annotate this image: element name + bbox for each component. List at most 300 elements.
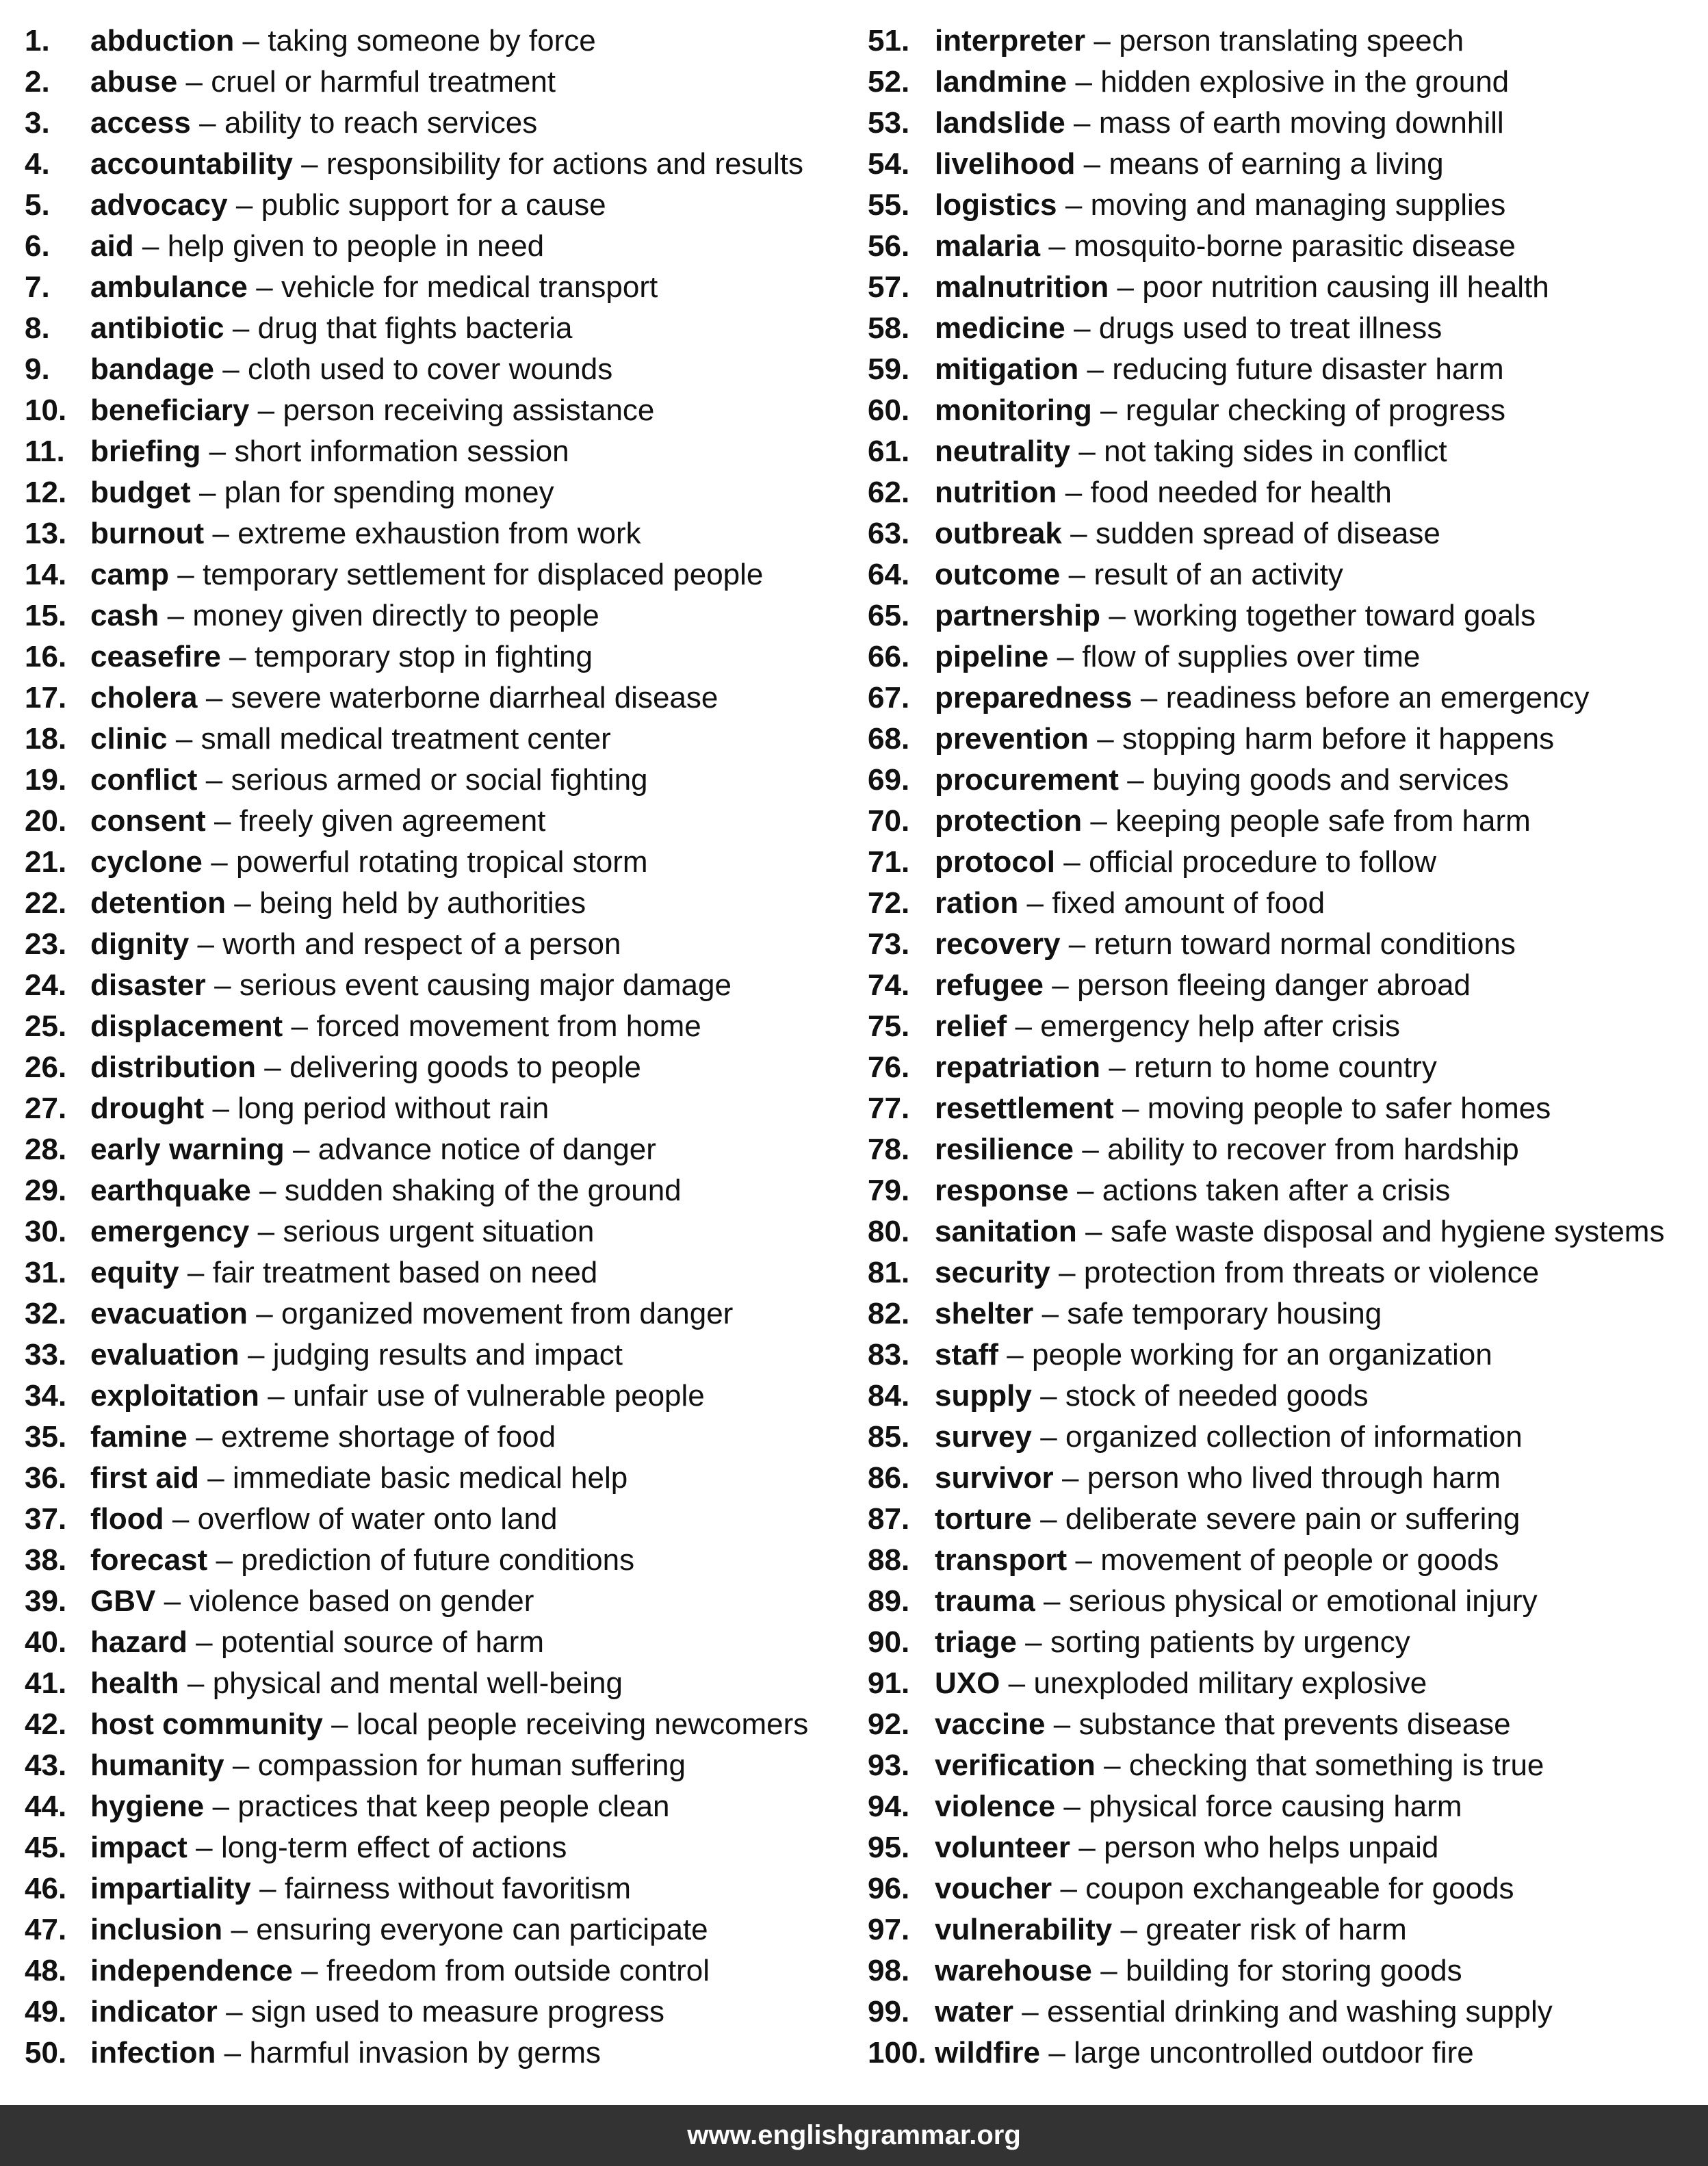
- entry-number: 99.: [868, 1995, 910, 2028]
- entry-dash: –: [1087, 352, 1104, 386]
- entry-number: 38.: [25, 1543, 67, 1577]
- entry-term: GBV: [90, 1584, 156, 1618]
- entry-dash: –: [222, 352, 240, 386]
- entry-definition: moving and managing supplies: [1090, 188, 1506, 222]
- entry-term: early warning: [90, 1133, 285, 1166]
- glossary-entry: [868, 801, 1703, 842]
- entry-dash: –: [1068, 927, 1086, 961]
- entry-definition: prediction of future conditions: [241, 1543, 635, 1577]
- entry-term: briefing: [90, 435, 201, 468]
- entry-dash: –: [232, 311, 250, 345]
- entry-definition: deliberate severe pain or suffering: [1065, 1502, 1521, 1536]
- glossary-entry: [868, 1540, 1703, 1581]
- glossary-entry: [25, 636, 846, 678]
- entry-number: 65.: [868, 599, 910, 632]
- entry-dash: –: [242, 24, 259, 57]
- entry-number: 59.: [868, 352, 910, 386]
- entry-term: recovery: [935, 927, 1061, 961]
- entry-term: water: [935, 1995, 1013, 2028]
- entry-term: sanitation: [935, 1215, 1077, 1248]
- entry-definition: person who helps unpaid: [1104, 1831, 1439, 1864]
- entry-dash: –: [301, 147, 318, 181]
- entry-definition: reducing future disaster harm: [1112, 352, 1504, 386]
- entry-dash: –: [167, 599, 185, 632]
- entry-term: warehouse: [935, 1954, 1092, 1987]
- entry-definition: serious physical or emotional injury: [1068, 1584, 1538, 1618]
- entry-number: 18.: [25, 722, 67, 756]
- entry-definition: official procedure to follow: [1089, 845, 1437, 879]
- glossary-entry: [868, 1047, 1703, 1088]
- entry-dash: –: [1053, 1707, 1071, 1741]
- entry-definition: stopping harm before it happens: [1122, 722, 1555, 756]
- glossary-entry: [868, 144, 1703, 185]
- entry-term: repatriation: [935, 1050, 1101, 1084]
- entry-definition: freedom from outside control: [326, 1954, 710, 1987]
- entry-term: burnout: [90, 517, 205, 550]
- entry-definition: fixed amount of food: [1052, 886, 1325, 920]
- entry-number: 22.: [25, 886, 67, 920]
- entry-number: 13.: [25, 517, 67, 550]
- entry-number: 11.: [25, 435, 65, 468]
- entry-term: voucher: [935, 1872, 1052, 1905]
- entry-term: vaccine: [935, 1707, 1046, 1741]
- glossary-entry: [25, 62, 846, 103]
- glossary-entry: [25, 2033, 846, 2074]
- entry-number: 40.: [25, 1625, 67, 1659]
- glossary-entry: [25, 1047, 846, 1088]
- entry-dash: –: [259, 1174, 276, 1207]
- entry-number: 58.: [868, 311, 910, 345]
- entry-number: 80.: [868, 1215, 910, 1248]
- entry-dash: –: [1117, 270, 1134, 304]
- entry-term: ration: [935, 886, 1019, 920]
- entry-definition: advance notice of danger: [318, 1133, 656, 1166]
- entry-dash: –: [1104, 1749, 1121, 1782]
- entry-dash: –: [256, 1297, 273, 1330]
- glossary-entry: [25, 1499, 846, 1540]
- entry-dash: –: [175, 722, 193, 756]
- entry-term: protection: [935, 804, 1083, 838]
- entry-definition: immediate basic medical help: [233, 1461, 628, 1495]
- entry-dash: –: [198, 476, 216, 509]
- entry-term: hygiene: [90, 1790, 205, 1823]
- glossary-entry: [25, 472, 846, 513]
- glossary-entry: [25, 1827, 846, 1868]
- glossary-entry: [868, 1950, 1703, 1991]
- entry-number: 21.: [25, 845, 67, 879]
- entry-dash: –: [1100, 394, 1117, 427]
- entry-definition: sudden spread of disease: [1095, 517, 1440, 550]
- entry-definition: small medical treatment center: [200, 722, 611, 756]
- entry-dash: –: [1059, 1256, 1076, 1289]
- entry-term: monitoring: [935, 394, 1092, 427]
- entry-dash: –: [177, 558, 194, 591]
- entry-dash: –: [1094, 24, 1111, 57]
- glossary-entry: [868, 103, 1703, 144]
- entry-term: abuse: [90, 65, 178, 99]
- entry-dash: –: [235, 188, 253, 222]
- glossary-entry: [868, 1376, 1703, 1417]
- entry-definition: buying goods and services: [1152, 763, 1510, 797]
- entry-definition: cruel or harmful treatment: [211, 65, 556, 99]
- glossary-entry: [25, 842, 846, 883]
- entry-dash: –: [268, 1379, 285, 1413]
- entry-definition: organized collection of information: [1065, 1420, 1523, 1454]
- entry-number: 43.: [25, 1749, 67, 1782]
- entry-number: 3.: [25, 106, 50, 140]
- entry-number: 85.: [868, 1420, 910, 1454]
- glossary-entry: [868, 226, 1703, 267]
- entry-number: 56.: [868, 229, 910, 263]
- entry-number: 77.: [868, 1092, 910, 1125]
- entry-definition: ensuring everyone can participate: [256, 1913, 708, 1946]
- entry-dash: –: [1061, 1461, 1079, 1495]
- glossary-entry: [868, 513, 1703, 554]
- entry-dash: –: [142, 229, 159, 263]
- entry-dash: –: [1007, 1338, 1024, 1371]
- entry-definition: actions taken after a crisis: [1102, 1174, 1451, 1207]
- entry-number: 74.: [868, 968, 910, 1002]
- entry-dash: –: [1097, 722, 1114, 756]
- entry-term: pipeline: [935, 640, 1049, 673]
- glossary-entry: [25, 595, 846, 636]
- glossary-entry: [25, 390, 846, 431]
- glossary-entry: [25, 760, 846, 801]
- entry-definition: taking someone by force: [268, 24, 596, 57]
- entry-definition: sorting patients by urgency: [1050, 1625, 1410, 1659]
- entry-term: mitigation: [935, 352, 1079, 386]
- entry-term: outcome: [935, 558, 1061, 591]
- entry-number: 79.: [868, 1174, 910, 1207]
- entry-term: malnutrition: [935, 270, 1109, 304]
- entry-dash: –: [1048, 2036, 1065, 2070]
- entry-dash: –: [207, 1461, 224, 1495]
- glossary-entry: [868, 1417, 1703, 1458]
- glossary-entry: [868, 1868, 1703, 1909]
- entry-definition: coupon exchangeable for goods: [1085, 1872, 1514, 1905]
- entry-dash: –: [234, 886, 251, 920]
- entry-term: interpreter: [935, 24, 1086, 57]
- entry-term: resilience: [935, 1133, 1074, 1166]
- glossary-column-right: [868, 21, 1703, 2074]
- entry-definition: people working for an organization: [1032, 1338, 1492, 1371]
- glossary-entry: [25, 1663, 846, 1704]
- entry-number: 81.: [868, 1256, 910, 1289]
- entry-number: 25.: [25, 1009, 67, 1043]
- entry-number: 35.: [25, 1420, 67, 1454]
- glossary-entry: [868, 1704, 1703, 1745]
- entry-number: 30.: [25, 1215, 67, 1248]
- entry-term: flood: [90, 1502, 164, 1536]
- glossary-entry: [868, 390, 1703, 431]
- glossary-entry: [868, 1991, 1703, 2033]
- entry-definition: hidden explosive in the ground: [1100, 65, 1510, 99]
- entry-number: 87.: [868, 1502, 910, 1536]
- glossary-entry: [868, 21, 1703, 62]
- entry-definition: food needed for health: [1090, 476, 1392, 509]
- entry-dash: –: [187, 1256, 205, 1289]
- entry-number: 64.: [868, 558, 910, 591]
- entry-number: 90.: [868, 1625, 910, 1659]
- entry-number: 5.: [25, 188, 50, 222]
- entry-definition: safe temporary housing: [1067, 1297, 1382, 1330]
- glossary-entry: [868, 965, 1703, 1006]
- glossary-entry: [25, 1088, 846, 1129]
- entry-number: 45.: [25, 1831, 67, 1864]
- entry-number: 96.: [868, 1872, 910, 1905]
- glossary-entry: [25, 267, 846, 308]
- entry-dash: –: [197, 927, 214, 961]
- glossary-entry: [868, 1170, 1703, 1211]
- entry-number: 44.: [25, 1790, 67, 1823]
- glossary-entry: [868, 924, 1703, 965]
- entry-dash: –: [1074, 106, 1091, 140]
- entry-number: 67.: [868, 681, 910, 714]
- entry-definition: drugs used to treat illness: [1098, 311, 1442, 345]
- entry-number: 72.: [868, 886, 910, 920]
- entry-term: wildfire: [935, 2036, 1041, 2070]
- entry-number: 48.: [25, 1954, 67, 1987]
- entry-term: ambulance: [90, 270, 248, 304]
- entry-term: trauma: [935, 1584, 1035, 1618]
- entry-term: first aid: [90, 1461, 199, 1495]
- entry-term: infection: [90, 2036, 216, 2070]
- entry-dash: –: [1078, 1831, 1096, 1864]
- entry-term: evacuation: [90, 1297, 248, 1330]
- entry-term: dignity: [90, 927, 190, 961]
- entry-term: drought: [90, 1092, 205, 1125]
- entry-number: 55.: [868, 188, 910, 222]
- entry-dash: –: [1083, 147, 1101, 181]
- entry-term: consent: [90, 804, 206, 838]
- entry-dash: –: [164, 1584, 181, 1618]
- entry-dash: –: [291, 1009, 309, 1043]
- entry-dash: –: [264, 1050, 281, 1084]
- entry-term: bandage: [90, 352, 214, 386]
- entry-term: emergency: [90, 1215, 250, 1248]
- entry-dash: –: [1026, 886, 1044, 920]
- entry-definition: serious armed or social fighting: [231, 763, 648, 797]
- entry-number: 92.: [868, 1707, 910, 1741]
- glossary-entry: [868, 883, 1703, 924]
- entry-dash: –: [214, 804, 231, 838]
- entry-number: 75.: [868, 1009, 910, 1043]
- entry-number: 84.: [868, 1379, 910, 1413]
- entry-definition: keeping people safe from harm: [1115, 804, 1531, 838]
- entry-dash: –: [1109, 1050, 1126, 1084]
- entry-definition: emergency help after crisis: [1040, 1009, 1401, 1043]
- glossary-entry: [868, 595, 1703, 636]
- entry-term: cholera: [90, 681, 198, 714]
- entry-definition: regular checking of progress: [1125, 394, 1506, 427]
- entry-term: independence: [90, 1954, 293, 1987]
- entry-number: 37.: [25, 1502, 67, 1536]
- entry-dash: –: [1040, 1420, 1057, 1454]
- entry-definition: stock of needed goods: [1065, 1379, 1369, 1413]
- entry-term: exploitation: [90, 1379, 259, 1413]
- entry-number: 83.: [868, 1338, 910, 1371]
- entry-definition: help given to people in need: [167, 229, 545, 263]
- entry-term: health: [90, 1666, 179, 1700]
- entry-number: 12.: [25, 476, 67, 509]
- glossary-column-left: [25, 21, 846, 2074]
- entry-definition: moving people to safer homes: [1147, 1092, 1551, 1125]
- entry-term: clinic: [90, 722, 168, 756]
- entry-dash: –: [1074, 311, 1091, 345]
- entry-definition: readiness before an emergency: [1165, 681, 1590, 714]
- entry-number: 49.: [25, 1995, 67, 2028]
- glossary-entry: [25, 1293, 846, 1335]
- entry-definition: compassion for human suffering: [257, 1749, 686, 1782]
- entry-definition: person receiving assistance: [283, 394, 655, 427]
- entry-definition: essential drinking and washing supply: [1047, 1995, 1553, 2028]
- glossary-entry: [868, 431, 1703, 472]
- glossary-entry: [25, 1581, 846, 1622]
- entry-dash: –: [1057, 640, 1074, 673]
- entry-number: 53.: [868, 106, 910, 140]
- entry-dash: –: [1122, 1092, 1139, 1125]
- entry-definition: flow of supplies over time: [1082, 640, 1421, 673]
- glossary-entry: [25, 513, 846, 554]
- entry-definition: sudden shaking of the ground: [284, 1174, 682, 1207]
- entry-term: antibiotic: [90, 311, 224, 345]
- entry-term: impartiality: [90, 1872, 251, 1905]
- entry-dash: –: [1090, 804, 1107, 838]
- entry-definition: money given directly to people: [192, 599, 599, 632]
- entry-term: budget: [90, 476, 191, 509]
- entry-term: conflict: [90, 763, 198, 797]
- entry-term: verification: [935, 1749, 1096, 1782]
- entry-term: livelihood: [935, 147, 1076, 181]
- entry-dash: –: [1100, 1954, 1117, 1987]
- entry-dash: –: [224, 2036, 242, 2070]
- entry-dash: –: [1044, 1584, 1061, 1618]
- glossary-entry: [25, 349, 846, 390]
- entry-term: earthquake: [90, 1174, 251, 1207]
- entry-definition: serious event causing major damage: [239, 968, 732, 1002]
- glossary-entry: [25, 554, 846, 595]
- entry-dash: –: [172, 1502, 190, 1536]
- glossary-entry: [868, 719, 1703, 760]
- entry-dash: –: [212, 1092, 229, 1125]
- website-url: www.englishgrammar.org: [687, 2120, 1021, 2150]
- glossary-entry: [868, 678, 1703, 719]
- entry-definition: overflow of water onto land: [197, 1502, 558, 1536]
- entry-number: 1.: [25, 24, 50, 57]
- glossary-entry: [25, 1745, 846, 1786]
- entry-dash: –: [1076, 1174, 1094, 1207]
- entry-term: forecast: [90, 1543, 208, 1577]
- glossary-entry: [25, 1909, 846, 1950]
- glossary-entry: [25, 1950, 846, 1991]
- glossary-entry: [25, 144, 846, 185]
- entry-definition: freely given agreement: [239, 804, 546, 838]
- entry-term: accountability: [90, 147, 293, 181]
- entry-definition: fairness without favoritism: [284, 1872, 632, 1905]
- entry-dash: –: [205, 763, 223, 797]
- entry-term: inclusion: [90, 1913, 223, 1946]
- entry-dash: –: [229, 640, 246, 673]
- entry-term: logistics: [935, 188, 1057, 222]
- entry-number: 62.: [868, 476, 910, 509]
- glossary-entry: [25, 1129, 846, 1170]
- entry-dash: –: [1075, 1543, 1092, 1577]
- entry-term: preparedness: [935, 681, 1133, 714]
- entry-number: 27.: [25, 1092, 67, 1125]
- entry-definition: means of earning a living: [1109, 147, 1444, 181]
- entry-term: beneficiary: [90, 394, 250, 427]
- entry-dash: –: [205, 681, 223, 714]
- entry-dash: –: [1078, 435, 1096, 468]
- entry-definition: severe waterborne diarrheal disease: [231, 681, 719, 714]
- entry-number: 89.: [868, 1584, 910, 1618]
- entry-definition: greater risk of harm: [1146, 1913, 1407, 1946]
- glossary-entry: [868, 1088, 1703, 1129]
- glossary-entry: [25, 883, 846, 924]
- entry-number: 10.: [25, 394, 67, 427]
- entry-number: 54.: [868, 147, 910, 181]
- entry-term: access: [90, 106, 191, 140]
- glossary-entry: [868, 1252, 1703, 1293]
- entry-dash: –: [1022, 1995, 1039, 2028]
- entry-definition: substance that prevents disease: [1078, 1707, 1511, 1741]
- entry-definition: physical and mental well-being: [212, 1666, 623, 1700]
- entry-definition: cloth used to cover wounds: [248, 352, 613, 386]
- entry-definition: building for storing goods: [1125, 1954, 1462, 1987]
- entry-number: 86.: [868, 1461, 910, 1495]
- entry-term: famine: [90, 1420, 187, 1454]
- entry-definition: unexploded military explosive: [1033, 1666, 1427, 1700]
- entry-number: 17.: [25, 681, 67, 714]
- glossary-entry: [25, 308, 846, 349]
- entry-number: 2.: [25, 65, 50, 99]
- entry-term: malaria: [935, 229, 1041, 263]
- entry-dash: –: [209, 435, 227, 468]
- entry-definition: person fleeing danger abroad: [1077, 968, 1471, 1002]
- entry-term: staff: [935, 1338, 998, 1371]
- entry-term: volunteer: [935, 1831, 1071, 1864]
- entry-term: partnership: [935, 599, 1101, 632]
- entry-term: displacement: [90, 1009, 283, 1043]
- entry-term: supply: [935, 1379, 1032, 1413]
- entry-number: 91.: [868, 1666, 910, 1700]
- entry-number: 70.: [868, 804, 910, 838]
- entry-dash: –: [187, 1666, 205, 1700]
- glossary-entry: [868, 1622, 1703, 1663]
- glossary-entry: [868, 1458, 1703, 1499]
- glossary-entry: [25, 1170, 846, 1211]
- entry-definition: person translating speech: [1119, 24, 1464, 57]
- entry-term: resettlement: [935, 1092, 1114, 1125]
- entry-dash: –: [1040, 1379, 1057, 1413]
- entry-definition: mosquito-borne parasitic disease: [1074, 229, 1516, 263]
- entry-definition: short information session: [234, 435, 569, 468]
- entry-number: 52.: [868, 65, 910, 99]
- entry-number: 57.: [868, 270, 910, 304]
- entry-term: abduction: [90, 24, 235, 57]
- entry-definition: not taking sides in conflict: [1104, 435, 1447, 468]
- entry-term: cyclone: [90, 845, 203, 879]
- glossary-entry: [868, 472, 1703, 513]
- glossary-entry: [25, 1335, 846, 1376]
- entry-dash: –: [259, 1872, 276, 1905]
- entry-term: transport: [935, 1543, 1068, 1577]
- glossary-entry: [868, 1581, 1703, 1622]
- entry-definition: unfair use of vulnerable people: [293, 1379, 705, 1413]
- entry-dash: –: [1040, 1502, 1057, 1536]
- glossary-entry: [868, 308, 1703, 349]
- glossary-entry: [25, 21, 846, 62]
